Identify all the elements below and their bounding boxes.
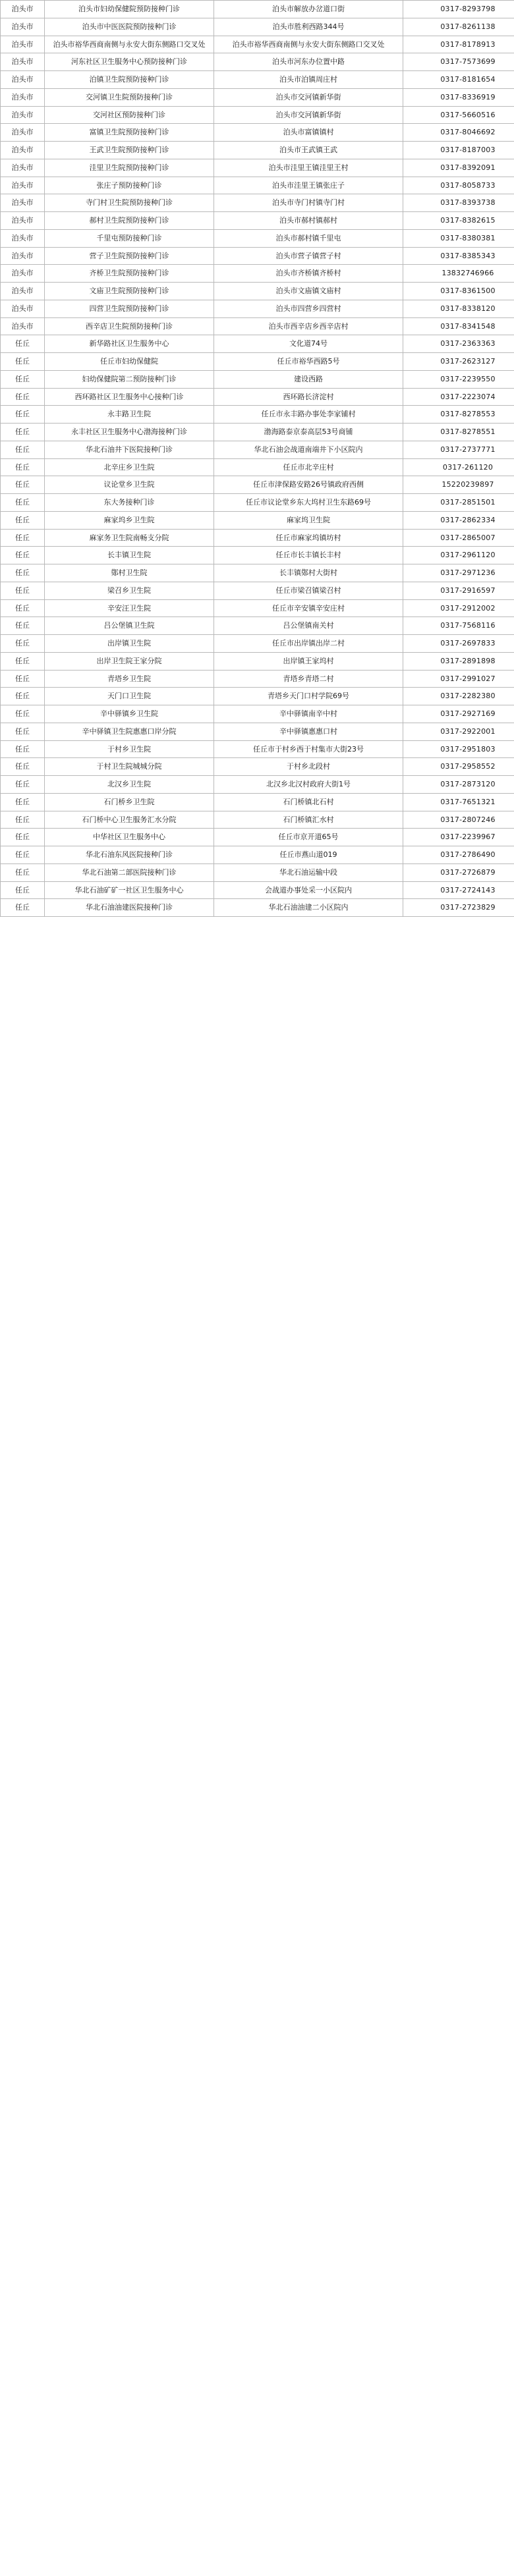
cell-phone: 0317-2786490 xyxy=(403,846,514,864)
table-row xyxy=(1,159,514,177)
cell-phone: 0317-2723829 xyxy=(403,899,514,917)
cell-phone: 15220239897 xyxy=(403,476,514,494)
cell-phone: 0317-2851501 xyxy=(403,494,514,512)
cell-phone: 0317-8046692 xyxy=(403,124,514,142)
table-row xyxy=(1,899,514,917)
cell-address: 麻家坞卫生院 xyxy=(214,511,403,529)
cell-region: 任丘 xyxy=(1,599,45,617)
cell-region: 泊头市 xyxy=(1,212,45,230)
cell-address: 泊头市四营乡四营村 xyxy=(214,300,403,317)
cell-phone: 0317-8336919 xyxy=(403,88,514,106)
cell-address: 泊头市解放办岔道口街 xyxy=(214,1,403,18)
cell-phone: 0317-2971236 xyxy=(403,564,514,582)
cell-region: 泊头市 xyxy=(1,194,45,212)
cell-address: 任丘市麻家坞镇坊村 xyxy=(214,529,403,547)
cell-address: 建设西路 xyxy=(214,370,403,388)
cell-region: 任丘 xyxy=(1,353,45,371)
cell-region: 任丘 xyxy=(1,424,45,441)
table-row xyxy=(1,829,514,846)
cell-region: 任丘 xyxy=(1,406,45,424)
cell-phone: 0317-8385343 xyxy=(403,247,514,265)
cell-clinic-name: 鄚村卫生院 xyxy=(45,564,214,582)
cell-address: 于村乡北段村 xyxy=(214,758,403,776)
cell-region: 任丘 xyxy=(1,899,45,917)
cell-clinic-name: 华北石油油建医院接种门诊 xyxy=(45,899,214,917)
cell-region: 泊头市 xyxy=(1,1,45,18)
cell-phone: 0317-2697833 xyxy=(403,635,514,653)
cell-phone: 0317-8392091 xyxy=(403,159,514,177)
cell-region: 任丘 xyxy=(1,811,45,829)
cell-region: 泊头市 xyxy=(1,36,45,53)
cell-address: 任丘市出岸镇出岸二村 xyxy=(214,635,403,653)
cell-region: 任丘 xyxy=(1,723,45,740)
table-row xyxy=(1,863,514,881)
cell-phone: 0317-2951803 xyxy=(403,740,514,758)
cell-phone: 0317-2282380 xyxy=(403,688,514,705)
table-row xyxy=(1,511,514,529)
cell-phone: 0317-7568116 xyxy=(403,617,514,635)
cell-region: 泊头市 xyxy=(1,124,45,142)
cell-address: 泊头市郝村镇郝村 xyxy=(214,212,403,230)
cell-clinic-name: 四营卫生院预防接种门诊 xyxy=(45,300,214,317)
cell-region: 任丘 xyxy=(1,617,45,635)
cell-phone: 0317-2239967 xyxy=(403,829,514,846)
table-row xyxy=(1,582,514,599)
table-row xyxy=(1,353,514,371)
table-row xyxy=(1,212,514,230)
table-row xyxy=(1,670,514,688)
cell-address: 长丰镇鄚村大街村 xyxy=(214,564,403,582)
cell-clinic-name: 议论堂乡卫生院 xyxy=(45,476,214,494)
table-row xyxy=(1,370,514,388)
cell-clinic-name: 永丰路卫生院 xyxy=(45,406,214,424)
cell-phone: 0317-2916597 xyxy=(403,582,514,599)
cell-region: 任丘 xyxy=(1,758,45,776)
cell-phone: 0317-2363363 xyxy=(403,335,514,353)
cell-region: 任丘 xyxy=(1,635,45,653)
cell-address: 青塔乡青塔二村 xyxy=(214,670,403,688)
cell-clinic-name: 石门桥乡卫生院 xyxy=(45,793,214,811)
cell-address: 北汉乡北汉村政府大街1号 xyxy=(214,776,403,794)
cell-clinic-name: 东大务接种门诊 xyxy=(45,494,214,512)
table-row xyxy=(1,335,514,353)
cell-region: 任丘 xyxy=(1,529,45,547)
cell-region: 任丘 xyxy=(1,388,45,406)
cell-address: 任丘市永丰路办事处李家铺村 xyxy=(214,406,403,424)
cell-region: 泊头市 xyxy=(1,317,45,335)
cell-clinic-name: 华北石油矿矿一社区卫生服务中心 xyxy=(45,881,214,899)
cell-address: 泊头市裕华西商南侧与永安大街东侧路口交叉处 xyxy=(214,36,403,53)
cell-clinic-name: 西辛店卫生院预防接种门诊 xyxy=(45,317,214,335)
cell-address: 华北石油运输中段 xyxy=(214,863,403,881)
cell-region: 任丘 xyxy=(1,705,45,723)
cell-region: 泊头市 xyxy=(1,18,45,36)
cell-address: 文化道74号 xyxy=(214,335,403,353)
cell-region: 泊头市 xyxy=(1,283,45,300)
cell-address: 任丘市梁召镇梁召村 xyxy=(214,582,403,599)
cell-clinic-name: 任丘市妇幼保健院 xyxy=(45,353,214,371)
cell-clinic-name: 辛中驿镇乡卫生院 xyxy=(45,705,214,723)
cell-region: 任丘 xyxy=(1,881,45,899)
cell-region: 任丘 xyxy=(1,740,45,758)
table-row xyxy=(1,652,514,670)
cell-clinic-name: 张庄子预防接种门诊 xyxy=(45,177,214,194)
cell-phone: 0317-2958552 xyxy=(403,758,514,776)
table-row xyxy=(1,529,514,547)
cell-clinic-name: 麻家坞乡卫生院 xyxy=(45,511,214,529)
table-row xyxy=(1,846,514,864)
cell-clinic-name: 出岸镇卫生院 xyxy=(45,635,214,653)
cell-clinic-name: 于村卫生院城城分院 xyxy=(45,758,214,776)
cell-clinic-name: 梁召乡卫生院 xyxy=(45,582,214,599)
cell-region: 任丘 xyxy=(1,476,45,494)
cell-region: 任丘 xyxy=(1,494,45,512)
cell-phone: 0317-8278553 xyxy=(403,406,514,424)
cell-phone: 0317-2623127 xyxy=(403,353,514,371)
table-row xyxy=(1,88,514,106)
cell-clinic-name: 长丰镇卫生院 xyxy=(45,547,214,564)
cell-region: 任丘 xyxy=(1,670,45,688)
cell-clinic-name: 王武卫生院预防接种门诊 xyxy=(45,142,214,159)
cell-clinic-name: 泊头市裕华西商南侧与永安大街东侧路口交叉处 xyxy=(45,36,214,53)
cell-address: 泊头市文庙镇文庙村 xyxy=(214,283,403,300)
cell-region: 任丘 xyxy=(1,511,45,529)
cell-region: 任丘 xyxy=(1,370,45,388)
cell-address: 泊头市交河镇新华街 xyxy=(214,106,403,124)
cell-region: 任丘 xyxy=(1,652,45,670)
cell-clinic-name: 千里屯预防接种门诊 xyxy=(45,229,214,247)
cell-clinic-name: 麻家务卫生院南畅支分院 xyxy=(45,529,214,547)
cell-clinic-name: 出岸卫生院王家分院 xyxy=(45,652,214,670)
table-row xyxy=(1,635,514,653)
cell-address: 泊头市河东办位置中路 xyxy=(214,53,403,71)
cell-clinic-name: 泊头市中医医院预防接种门诊 xyxy=(45,18,214,36)
cell-clinic-name: 郝村卫生院预防接种门诊 xyxy=(45,212,214,230)
cell-region: 泊头市 xyxy=(1,142,45,159)
table-row xyxy=(1,265,514,283)
cell-address: 石门桥镇北石村 xyxy=(214,793,403,811)
cell-phone: 0317-8261138 xyxy=(403,18,514,36)
table-row xyxy=(1,740,514,758)
cell-clinic-name: 新华路社区卫生服务中心 xyxy=(45,335,214,353)
cell-phone: 0317-2927169 xyxy=(403,705,514,723)
cell-address: 任丘市京开道65号 xyxy=(214,829,403,846)
cell-phone: 0317-8393738 xyxy=(403,194,514,212)
cell-phone: 0317-8380381 xyxy=(403,229,514,247)
cell-phone: 0317-2724143 xyxy=(403,881,514,899)
cell-region: 泊头市 xyxy=(1,300,45,317)
table-row xyxy=(1,494,514,512)
cell-clinic-name: 华北石油井下医院接种门诊 xyxy=(45,441,214,458)
cell-address: 泊头市交河镇新华街 xyxy=(214,88,403,106)
cell-phone: 0317-8382615 xyxy=(403,212,514,230)
cell-clinic-name: 吕公堡镇卫生院 xyxy=(45,617,214,635)
cell-clinic-name: 天门口卫生院 xyxy=(45,688,214,705)
table-row xyxy=(1,776,514,794)
cell-phone: 0317-2991027 xyxy=(403,670,514,688)
table-row xyxy=(1,18,514,36)
cell-clinic-name: 辛安汪卫生院 xyxy=(45,599,214,617)
cell-phone: 0317-261120 xyxy=(403,458,514,476)
cell-address: 任丘市于村乡西于村集市大街23号 xyxy=(214,740,403,758)
cell-address: 泊头市营子镇营子村 xyxy=(214,247,403,265)
cell-region: 任丘 xyxy=(1,582,45,599)
cell-phone: 0317-2891898 xyxy=(403,652,514,670)
table-row xyxy=(1,142,514,159)
cell-address: 辛中驿镇南辛中村 xyxy=(214,705,403,723)
cell-address: 泊头市泊镇周庄村 xyxy=(214,71,403,89)
cell-region: 泊头市 xyxy=(1,88,45,106)
cell-address: 出岸镇王家坞村 xyxy=(214,652,403,670)
cell-address: 吕公堡镇南关村 xyxy=(214,617,403,635)
cell-clinic-name: 北辛庄乡卫生院 xyxy=(45,458,214,476)
cell-clinic-name: 齐桥卫生院预防接种门诊 xyxy=(45,265,214,283)
cell-region: 泊头市 xyxy=(1,53,45,71)
cell-address: 泊头市富镇镇村 xyxy=(214,124,403,142)
cell-clinic-name: 文庙卫生院预防接种门诊 xyxy=(45,283,214,300)
cell-region: 泊头市 xyxy=(1,265,45,283)
cell-region: 泊头市 xyxy=(1,247,45,265)
cell-clinic-name: 西环路社区卫生服务中心接种门诊 xyxy=(45,388,214,406)
table-row xyxy=(1,793,514,811)
cell-region: 任丘 xyxy=(1,547,45,564)
cell-region: 泊头市 xyxy=(1,71,45,89)
cell-region: 泊头市 xyxy=(1,159,45,177)
table-row xyxy=(1,617,514,635)
table-row xyxy=(1,476,514,494)
table-row xyxy=(1,458,514,476)
cell-clinic-name: 永丰社区卫生服务中心渤海接种门诊 xyxy=(45,424,214,441)
cell-address: 华北石油会战道南端井下小区院内 xyxy=(214,441,403,458)
cell-address: 任丘市长丰镇长丰村 xyxy=(214,547,403,564)
cell-address: 泊头市王武镇王武 xyxy=(214,142,403,159)
cell-region: 任丘 xyxy=(1,564,45,582)
table-row xyxy=(1,547,514,564)
cell-clinic-name: 于村乡卫生院 xyxy=(45,740,214,758)
cell-address: 会战道办事处采一小区院内 xyxy=(214,881,403,899)
cell-clinic-name: 中华社区卫生服务中心 xyxy=(45,829,214,846)
cell-phone: 0317-2223074 xyxy=(403,388,514,406)
cell-address: 泊头市齐桥镇齐桥村 xyxy=(214,265,403,283)
cell-region: 任丘 xyxy=(1,829,45,846)
table-row xyxy=(1,599,514,617)
cell-region: 泊头市 xyxy=(1,106,45,124)
cell-region: 任丘 xyxy=(1,335,45,353)
cell-phone: 0317-2865007 xyxy=(403,529,514,547)
cell-region: 任丘 xyxy=(1,793,45,811)
cell-address: 泊头市西辛店乡西辛店村 xyxy=(214,317,403,335)
table-row xyxy=(1,124,514,142)
cell-phone: 0317-7651321 xyxy=(403,793,514,811)
cell-address: 渤海路泰京泰高层53号商铺 xyxy=(214,424,403,441)
cell-clinic-name: 青塔乡卫生院 xyxy=(45,670,214,688)
table-row xyxy=(1,317,514,335)
cell-clinic-name: 妇幼保健院第二预防接种门诊 xyxy=(45,370,214,388)
cell-region: 任丘 xyxy=(1,441,45,458)
table-row xyxy=(1,441,514,458)
cell-region: 任丘 xyxy=(1,863,45,881)
cell-phone: 0317-5660516 xyxy=(403,106,514,124)
table-row xyxy=(1,71,514,89)
cell-phone: 0317-8361500 xyxy=(403,283,514,300)
cell-phone: 0317-2862334 xyxy=(403,511,514,529)
table-row xyxy=(1,564,514,582)
cell-address: 辛中驿镇惠惠口村 xyxy=(214,723,403,740)
cell-phone: 0317-2239550 xyxy=(403,370,514,388)
cell-address: 任丘市裕华西路5号 xyxy=(214,353,403,371)
table-row xyxy=(1,229,514,247)
cell-phone: 0317-2912002 xyxy=(403,599,514,617)
table-row xyxy=(1,424,514,441)
table-row xyxy=(1,723,514,740)
cell-region: 任丘 xyxy=(1,846,45,864)
cell-region: 任丘 xyxy=(1,688,45,705)
table-row xyxy=(1,406,514,424)
cell-clinic-name: 泊镇卫生院预防接种门诊 xyxy=(45,71,214,89)
table-row xyxy=(1,53,514,71)
table-row xyxy=(1,705,514,723)
cell-phone: 0317-8278551 xyxy=(403,424,514,441)
cell-region: 任丘 xyxy=(1,776,45,794)
cell-phone: 0317-2873120 xyxy=(403,776,514,794)
cell-phone: 0317-2922001 xyxy=(403,723,514,740)
vaccination-clinic-table xyxy=(0,0,514,917)
cell-phone: 13832746966 xyxy=(403,265,514,283)
cell-clinic-name: 华北石油东风医院接种门诊 xyxy=(45,846,214,864)
cell-phone: 0317-8181654 xyxy=(403,71,514,89)
cell-address: 泊头市胜利西路344号 xyxy=(214,18,403,36)
cell-phone: 0317-7573699 xyxy=(403,53,514,71)
table-row xyxy=(1,106,514,124)
cell-clinic-name: 华北石油第二部医院接种门诊 xyxy=(45,863,214,881)
cell-address: 青塔乡天门口村学院69号 xyxy=(214,688,403,705)
cell-phone: 0317-8178913 xyxy=(403,36,514,53)
cell-address: 西环路长济淀村 xyxy=(214,388,403,406)
cell-address: 任丘市议论堂乡东大坞村卫生东路69号 xyxy=(214,494,403,512)
cell-address: 泊头市洼里王镇洼里王村 xyxy=(214,159,403,177)
cell-clinic-name: 富镇卫生院预防接种门诊 xyxy=(45,124,214,142)
cell-address: 石门桥镇汇水村 xyxy=(214,811,403,829)
table-row xyxy=(1,388,514,406)
table-row xyxy=(1,758,514,776)
cell-region: 泊头市 xyxy=(1,229,45,247)
cell-address: 任丘市北辛庄村 xyxy=(214,458,403,476)
cell-clinic-name: 交河镇卫生院预防接种门诊 xyxy=(45,88,214,106)
cell-phone: 0317-2737771 xyxy=(403,441,514,458)
cell-clinic-name: 营子卫生院预防接种门诊 xyxy=(45,247,214,265)
table-row xyxy=(1,177,514,194)
cell-phone: 0317-2807246 xyxy=(403,811,514,829)
cell-clinic-name: 河东社区卫生服务中心预防接种门诊 xyxy=(45,53,214,71)
cell-address: 泊头市洼里王镇张庄子 xyxy=(214,177,403,194)
cell-clinic-name: 泊头市妇幼保健院预防接种门诊 xyxy=(45,1,214,18)
cell-address: 华北石油油建二小区院内 xyxy=(214,899,403,917)
table-row xyxy=(1,194,514,212)
cell-phone: 0317-8293798 xyxy=(403,1,514,18)
cell-clinic-name: 洼里卫生院预防接种门诊 xyxy=(45,159,214,177)
cell-address: 泊头市寺门村镇寺门村 xyxy=(214,194,403,212)
cell-address: 任丘市津保路安路26号镇政府西侧 xyxy=(214,476,403,494)
cell-phone: 0317-8341548 xyxy=(403,317,514,335)
table-row xyxy=(1,247,514,265)
table-row xyxy=(1,811,514,829)
cell-phone: 0317-8187003 xyxy=(403,142,514,159)
cell-address: 泊头市郝村镇千里屯 xyxy=(214,229,403,247)
cell-clinic-name: 寺门村卫生院预防接种门诊 xyxy=(45,194,214,212)
cell-phone: 0317-2726879 xyxy=(403,863,514,881)
table-row xyxy=(1,283,514,300)
cell-clinic-name: 辛中驿镇卫生院惠惠口岸分院 xyxy=(45,723,214,740)
cell-address: 任丘市燕山道019 xyxy=(214,846,403,864)
cell-clinic-name: 交河社区预防接种门诊 xyxy=(45,106,214,124)
cell-phone: 0317-8338120 xyxy=(403,300,514,317)
table-row xyxy=(1,36,514,53)
table-row xyxy=(1,1,514,18)
cell-clinic-name: 北汉乡卫生院 xyxy=(45,776,214,794)
cell-region: 任丘 xyxy=(1,458,45,476)
table-row xyxy=(1,881,514,899)
cell-phone: 0317-2961120 xyxy=(403,547,514,564)
cell-phone: 0317-8058733 xyxy=(403,177,514,194)
cell-region: 泊头市 xyxy=(1,177,45,194)
table-row xyxy=(1,300,514,317)
cell-address: 任丘市辛安镇辛安庄村 xyxy=(214,599,403,617)
cell-clinic-name: 石门桥中心卫生服务汇水分院 xyxy=(45,811,214,829)
table-row xyxy=(1,688,514,705)
